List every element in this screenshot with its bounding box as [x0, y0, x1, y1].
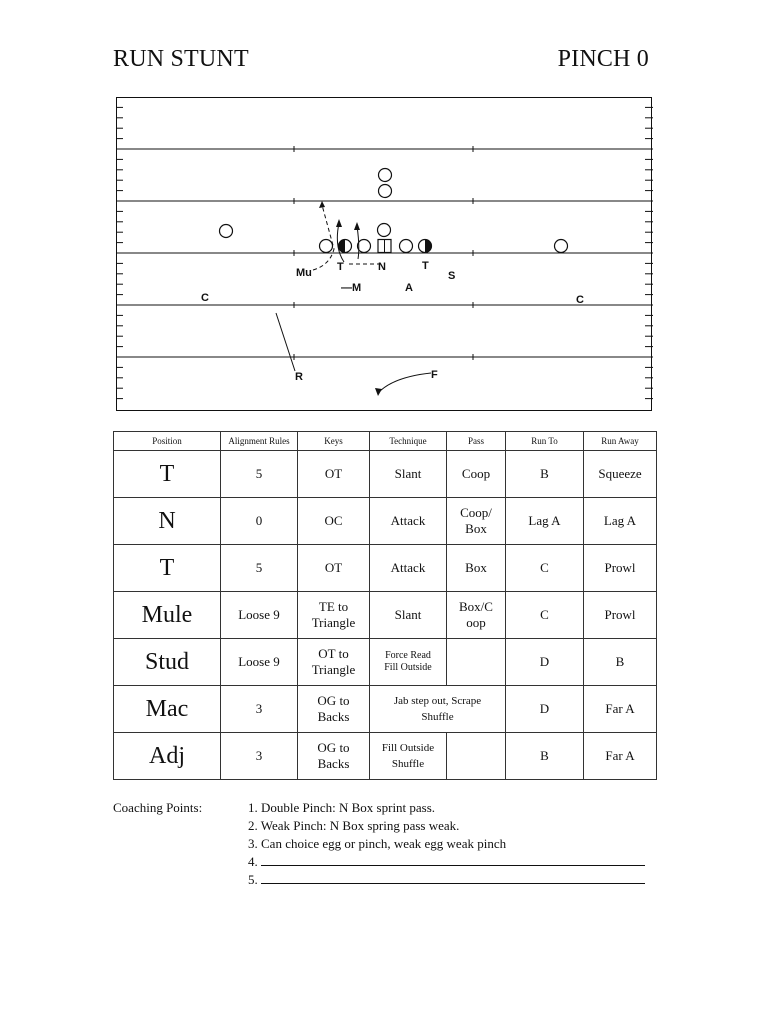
cell-line: Box	[465, 560, 487, 575]
cell-position: Stud	[114, 639, 221, 686]
cell-technique	[370, 639, 447, 686]
cell-alignment: 3	[221, 686, 298, 733]
cell-line: Attack	[390, 513, 426, 528]
tackle-arrowhead	[336, 219, 342, 227]
column-header: Position	[114, 432, 221, 451]
half-filled-marker-left	[339, 240, 346, 253]
cell-line: Shuffle	[421, 711, 454, 723]
cell-line: Slant	[394, 607, 422, 622]
cell-line: Coop/	[460, 505, 492, 520]
cell-line: Box/C	[459, 599, 493, 614]
receiver-left	[220, 225, 233, 238]
cell-line: Box	[465, 521, 487, 536]
free-safety-path	[379, 373, 431, 392]
table-header-row	[114, 432, 657, 451]
table-row	[114, 733, 657, 780]
cell-run-to: C	[506, 592, 584, 639]
blank-line	[261, 854, 645, 866]
cell-line: OG to	[317, 740, 350, 755]
cell-position: N	[114, 498, 221, 545]
cell-run-to: D	[506, 686, 584, 733]
cell-position: T	[114, 545, 221, 592]
coaching-point-4-number: 4.	[248, 854, 258, 869]
coaching-point-3: 3. Can choice egg or pinch, weak egg weak pinch	[248, 836, 507, 851]
cell-line: Shuffle	[391, 758, 425, 770]
column-header: Keys	[298, 432, 370, 451]
coaching-points-label: Coaching Points:	[113, 800, 203, 815]
label-mac: —M	[341, 282, 362, 294]
column-header: Pass	[447, 432, 506, 451]
cell-technique	[370, 686, 506, 733]
tailback	[379, 169, 392, 182]
label-rover: R	[295, 371, 303, 383]
cell-line: Slant	[394, 466, 422, 481]
label-tackle-left: T	[337, 261, 344, 273]
cell-run-away: Lag A	[584, 498, 657, 545]
cell-run-to: B	[506, 733, 584, 780]
cell-run-to: C	[506, 545, 584, 592]
column-header: Run To	[506, 432, 584, 451]
mule-path	[313, 205, 334, 270]
column-header: Technique	[370, 432, 447, 451]
table-row	[114, 545, 657, 592]
cell-line: OC	[324, 513, 343, 528]
cell-run-to: Lag A	[506, 498, 584, 545]
column-header: Alignment Rules	[221, 432, 298, 451]
cell-position: T	[114, 451, 221, 498]
assignment-table	[113, 431, 657, 780]
cell-line: OT	[324, 560, 343, 575]
nose-arrowhead	[354, 222, 360, 230]
cell-line: Backs	[317, 756, 350, 771]
label-nose: N	[378, 261, 386, 273]
cell-keys	[298, 639, 370, 686]
cell-line: OT to	[318, 646, 349, 661]
defense-labels	[201, 260, 584, 383]
cell-technique	[370, 498, 447, 545]
label-adj: A	[405, 282, 413, 294]
free-safety-arrowhead	[375, 388, 382, 396]
cell-line: OT	[324, 466, 343, 481]
cell-line: Fill Outside	[381, 742, 435, 754]
cell-alignment: 3	[221, 733, 298, 780]
cell-run-away: Far A	[584, 686, 657, 733]
cell-pass	[447, 545, 506, 592]
cell-position: Mule	[114, 592, 221, 639]
cell-alignment: 0	[221, 498, 298, 545]
cell-keys	[298, 592, 370, 639]
cell-line: Fill Outside	[384, 662, 432, 673]
label-mule: Mu	[296, 267, 312, 279]
cell-pass	[447, 592, 506, 639]
cell-line: Jab step out, Scrape	[393, 695, 482, 707]
label-tackle-right: T	[422, 260, 429, 272]
blank-line	[261, 872, 645, 884]
cell-keys	[298, 686, 370, 733]
cell-run-to: D	[506, 639, 584, 686]
right-guard	[400, 240, 413, 253]
cell-line: Force Read	[385, 650, 431, 661]
cell-position: Adj	[114, 733, 221, 780]
cell-alignment: 5	[221, 545, 298, 592]
cell-run-away: Prowl	[584, 545, 657, 592]
cell-run-away: Prowl	[584, 592, 657, 639]
table-row	[114, 592, 657, 639]
label-corner-left: C	[201, 292, 209, 304]
coaching-point-5	[248, 872, 645, 888]
fullback	[379, 185, 392, 198]
label-free-safety: F	[431, 369, 438, 381]
table-row	[114, 451, 657, 498]
cell-run-away: B	[584, 639, 657, 686]
cell-keys	[298, 451, 370, 498]
coaching-point-1: 1. Double Pinch: N Box sprint pass.	[248, 800, 436, 815]
coaching-point-2: 2. Weak Pinch: N Box spring pass weak.	[248, 818, 460, 833]
cell-technique	[370, 733, 447, 780]
cell-line: Coop	[461, 466, 491, 481]
cell-line: Attack	[390, 560, 426, 575]
play-name: PINCH 0	[557, 46, 649, 72]
cell-keys	[298, 733, 370, 780]
receiver-right	[555, 240, 568, 253]
quarterback	[378, 224, 391, 237]
cell-alignment: Loose 9	[221, 592, 298, 639]
label-stud: S	[448, 270, 456, 282]
cell-technique	[370, 545, 447, 592]
page-title: RUN STUNT	[113, 46, 249, 72]
table-row	[114, 639, 657, 686]
cell-pass	[447, 451, 506, 498]
half-filled-marker-right	[425, 240, 432, 253]
cell-alignment: 5	[221, 451, 298, 498]
cell-keys	[298, 498, 370, 545]
field-border	[117, 98, 652, 411]
cell-technique	[370, 451, 447, 498]
cell-pass	[447, 733, 506, 780]
play-diagram	[116, 97, 653, 412]
cell-run-away: Far A	[584, 733, 657, 780]
cell-line: Triangle	[311, 662, 356, 677]
cell-line: OG to	[317, 693, 350, 708]
cell-pass	[447, 639, 506, 686]
coaching-point-5-number: 5.	[248, 872, 258, 887]
cell-keys	[298, 545, 370, 592]
cell-line: Triangle	[311, 615, 356, 630]
cell-run-to: B	[506, 451, 584, 498]
cell-pass	[447, 498, 506, 545]
rover-path	[276, 313, 295, 371]
left-guard	[358, 240, 371, 253]
coaching-point-4	[248, 854, 645, 870]
column-header: Run Away	[584, 432, 657, 451]
label-corner-right: C	[576, 294, 584, 306]
stunt-paths	[276, 205, 431, 392]
cell-line: oop	[466, 615, 486, 630]
cell-line: TE to	[318, 599, 349, 614]
cell-alignment: Loose 9	[221, 639, 298, 686]
mule-arrowhead	[319, 201, 325, 208]
table-row	[114, 686, 657, 733]
offense-formation	[220, 169, 568, 253]
field-lines	[116, 98, 653, 411]
cell-line: Backs	[317, 709, 350, 724]
cell-position: Mac	[114, 686, 221, 733]
table-row	[114, 498, 657, 545]
tight-end	[320, 240, 333, 253]
cell-run-away: Squeeze	[584, 451, 657, 498]
cell-technique	[370, 592, 447, 639]
